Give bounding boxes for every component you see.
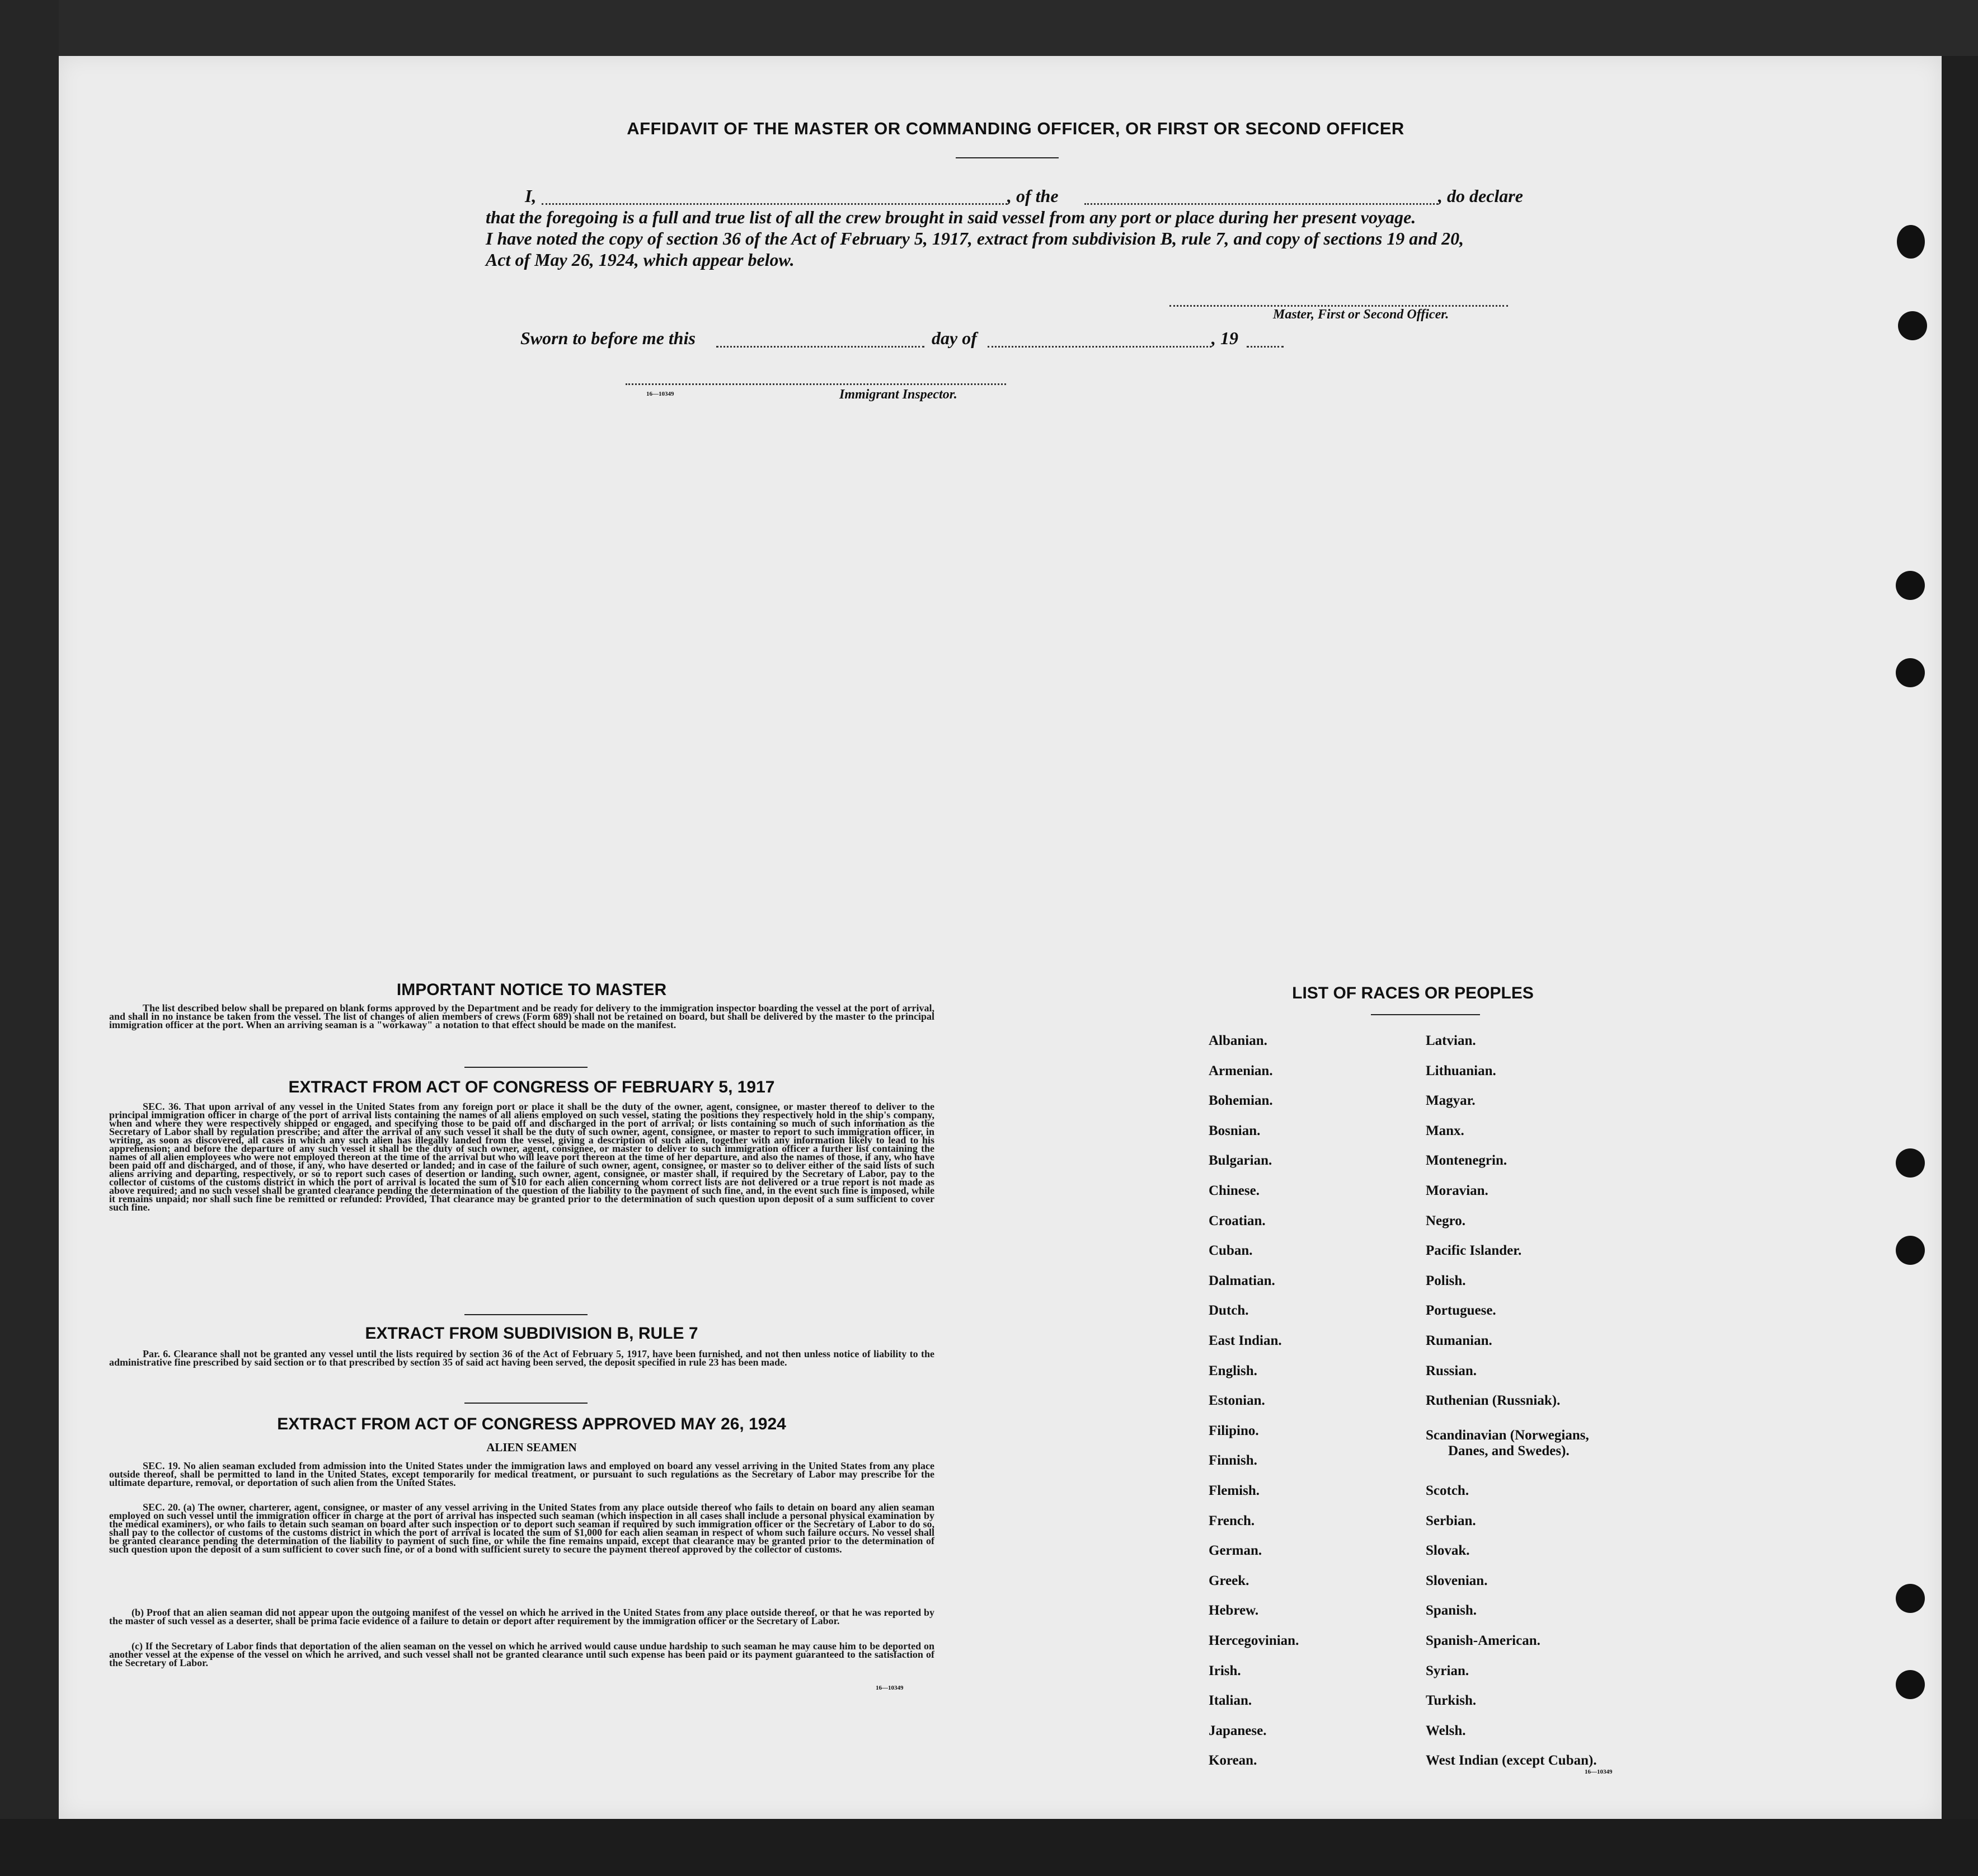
vessel-blank xyxy=(1084,203,1438,205)
sec20a-text: SEC. 20. (a) The owner, charterer, agent, consignee, or master of any vessel arriving in the United States from any place outside thereof who fails to detain on board any alien seaman employed on such vessel until the immigration officer in charge at the port of arrival has inspected such seaman (which inspection in all cases shall include a personal physical examination by the medical examiners), or who fails to detain such seaman on board after such inspection or to deport such seaman if required by such immigration officer or the Secretary of Labor to do so, shall pay to the collector of customs of the customs district in which the port of arrival is located the sum of $1,000 for each alien seaman in respect of whom such failure occurs. No vessel shall be granted clearance pending the determination of the liability to payment of such fine, or while the fine remains unpaid, except that clearance may be granted prior to the determination of such question upon the deposit of a sum sufficient to cover such fine, or of a bond with sufficient surety to secure the payment thereof approved by the collector of customs. xyxy=(109,1502,934,1555)
sec19-text: SEC. 19. No alien seaman excluded from admission into the United States under the immigration laws and employed on board any vessel arriving in the United States from any place outside thereof, shall be permitted to land in the United States, except temporarily for medical treatment, or pursuant to such regulations as the Secretary of Labor may prescribe for the ultimate departure, removal, or deportation of such alien from the United States. xyxy=(109,1460,934,1488)
races-title: LIST OF RACES OR PEOPLES xyxy=(1292,984,1534,1002)
sworn-month-blank xyxy=(988,346,1211,348)
race-item: Hebrew. xyxy=(1209,1603,1259,1618)
rule7-text: Par. 6. Clearance shall not be granted any vessel until the lists required by section 36 of the Act of February 5, 1917, have been furnished, and not then unless notice of liability to the administrative fine prescribed by said section or to that prescribed by section 35 of said act having been served, the deposit specified in rule 23 has been made. xyxy=(109,1348,934,1368)
sworn-year-blank xyxy=(1247,346,1284,348)
race-item: Finnish. xyxy=(1209,1453,1257,1468)
punch-hole xyxy=(1896,571,1925,600)
punch-hole xyxy=(1896,658,1925,687)
race-item: Danes, and Swedes). xyxy=(1448,1443,1570,1458)
race-item: Armenian. xyxy=(1209,1063,1273,1078)
race-item: German. xyxy=(1209,1543,1262,1558)
race-item: English. xyxy=(1209,1363,1257,1378)
extract-1917-text: SEC. 36. That upon arrival of any vessel in the United States from any foreign port or place it shall be the duty of the owner, agent, consignee, or master thereof to deliver to the principal immigration officer in charge of the port of arrival lists containing the names of all aliens employed on such vessel, stating the positions they respectively hold in the ship's company, when and where they were respectively shipped or engaged, and specifying those to be paid off and discharged in the port of arrival; or lists containing so much of such information as the Secretary of Labor shall by regulation prescribe; and after the arrival of any such vessel it shall be the duty of such owner, agent, consignee, or master to report to such immigration officer, in writing, as soon as discovered, all cases in which any such alien has illegally landed from the vessel, giving a description of such alien, together with any information likely to lead to his apprehension; and before the departure of any such vessel it shall be the duty of such owner, agent, consignee, or master to deliver to such immigration officer a further list containing the names of all alien employees who were not employed thereon at the time of the arrival but who will leave port thereon at the time of her departure, and also the names of those, if any, who have been paid off and discharged, and of those, if any, who have deserted or landed; and in case of the failure of such owner, agent, consignee, or master so to deliver either of the said lists of such aliens arriving and departing, respectively, or so to report such cases of desertion or landing, such owner, agent, consignee, or master shall, if required by the Secretary of Labor, pay to the collector of customs of the customs district in which the port of arrival is located the sum of $10 for each alien concerning whom correct lists are not delivered or a true report is not made as above required; and no such vessel shall be granted clearance pending the determination of the question of the liability to the payment of such fine, and, in the event such fine is imposed, while it remains unpaid; nor shall such fine be remitted or refunded: Provided, That clearance may be granted prior to the determination of such question upon deposit of a sum sufficient to cover such fine. xyxy=(109,1101,934,1213)
declaration-line3: I have noted the copy of section 36 of the Act of February 5, 1917, extract from subdivision B, rule 7, and copy of sections 19 and 20, xyxy=(486,228,1464,248)
race-item: Magyar. xyxy=(1426,1093,1476,1108)
race-item: Latvian. xyxy=(1426,1033,1476,1048)
race-item: Italian. xyxy=(1209,1693,1252,1708)
race-item: Scotch. xyxy=(1426,1483,1469,1498)
punch-hole xyxy=(1897,225,1925,259)
scan-border-top xyxy=(0,0,1978,56)
form-number: 16—10349 xyxy=(1585,1769,1613,1775)
divider xyxy=(956,157,1059,158)
race-item: Slovenian. xyxy=(1426,1573,1488,1588)
sworn-prefix: Sworn to before me this xyxy=(520,328,696,348)
race-item: Dalmatian. xyxy=(1209,1273,1275,1288)
race-item: Greek. xyxy=(1209,1573,1249,1588)
race-item: Irish. xyxy=(1209,1663,1241,1678)
race-item: Slovak. xyxy=(1426,1543,1470,1558)
race-item: Korean. xyxy=(1209,1753,1257,1768)
punch-hole xyxy=(1896,1236,1925,1265)
race-item: Welsh. xyxy=(1426,1723,1466,1738)
declaration-i: I, xyxy=(525,186,537,206)
race-item: Albanian. xyxy=(1209,1033,1267,1048)
punch-hole xyxy=(1896,1670,1925,1699)
race-item: Polish. xyxy=(1426,1273,1466,1288)
race-item: Lithuanian. xyxy=(1426,1063,1496,1078)
race-item: Scandinavian (Norwegians, xyxy=(1426,1428,1589,1443)
race-item: Montenegrin. xyxy=(1426,1153,1507,1168)
divider xyxy=(464,1314,588,1315)
race-item: Turkish. xyxy=(1426,1693,1477,1708)
race-item: Filipino. xyxy=(1209,1423,1259,1438)
race-item: Spanish-American. xyxy=(1426,1633,1540,1648)
declaration-line2: that the foregoing is a full and true list of all the crew brought in said vessel from any port or place during her present voyage. xyxy=(486,207,1416,227)
race-item: Portuguese. xyxy=(1426,1303,1496,1318)
inspector-label: Immigrant Inspector. xyxy=(839,387,957,402)
punch-hole xyxy=(1898,311,1927,340)
race-item: Estonian. xyxy=(1209,1393,1265,1408)
race-item: Syrian. xyxy=(1426,1663,1469,1678)
race-item: Bosnian. xyxy=(1209,1123,1261,1138)
race-item: Dutch. xyxy=(1209,1303,1249,1318)
divider xyxy=(1371,1014,1480,1015)
declaration-of-the: , of the xyxy=(1007,186,1059,206)
punch-hole xyxy=(1896,1584,1925,1613)
race-item: Cuban. xyxy=(1209,1243,1253,1258)
sec20c-text: (c) If the Secretary of Labor finds that deportation of the alien seaman on the vessel on which he arrived would cause undue hardship to such seaman he may cause him to be deported on another vessel at the expense of the vessel on which he arrived, and such vessel shall not be granted clearance until such expense has been paid or its payment guaranteed to the satisfaction of the Secretary of Labor. xyxy=(109,1640,934,1668)
declaration-do-declare: , do declare xyxy=(1438,186,1523,206)
race-item: Rumanian. xyxy=(1426,1333,1492,1348)
divider xyxy=(464,1403,588,1404)
race-item: French. xyxy=(1209,1513,1255,1528)
form-number: 16—10349 xyxy=(876,1685,904,1691)
sworn-year: , 19 xyxy=(1211,328,1238,348)
name-blank xyxy=(542,203,1007,205)
race-item: Spanish. xyxy=(1426,1603,1477,1618)
signature-label: Master, First or Second Officer. xyxy=(1273,307,1449,322)
extract-1924-title: EXTRACT FROM ACT OF CONGRESS APPROVED MAY 26, 1924 xyxy=(277,1415,786,1433)
scan-border-left xyxy=(0,0,59,1876)
race-item: Hercegovinian. xyxy=(1209,1633,1299,1648)
notice-title: IMPORTANT NOTICE TO MASTER xyxy=(396,981,667,999)
race-item: Bulgarian. xyxy=(1209,1153,1272,1168)
race-item: Manx. xyxy=(1426,1123,1464,1138)
affidavit-title: AFFIDAVIT OF THE MASTER OR COMMANDING OFFICER, OR FIRST OR SECOND OFFICER xyxy=(627,119,1404,138)
race-item: Ruthenian (Russniak). xyxy=(1426,1393,1561,1408)
race-item: Flemish. xyxy=(1209,1483,1260,1498)
extract-1917-title: EXTRACT FROM ACT OF CONGRESS OF FEBRUARY 5, 1917 xyxy=(288,1078,775,1096)
inspector-signature-blank xyxy=(626,383,1006,385)
extract-1924-subtitle: ALIEN SEAMEN xyxy=(486,1441,577,1454)
form-number: 16—10349 xyxy=(646,391,674,397)
race-item: Pacific Islander. xyxy=(1426,1243,1522,1258)
sworn-day-blank xyxy=(716,346,924,348)
race-item: Serbian. xyxy=(1426,1513,1476,1528)
signature-blank xyxy=(1169,305,1508,307)
race-item: Croatian. xyxy=(1209,1213,1266,1228)
race-item: Russian. xyxy=(1426,1363,1477,1378)
notice-text: The list described below shall be prepared on blank forms approved by the Department and be ready for delivery to the immigration inspector boarding the vessel at the port of arrival, and shall in no instance be taken from the vessel. The list of changes of alien members of crews (Form 689) shall not be retained on board, but shall be delivered by the master to the principal immigration officer at the port. When an arriving seaman is a "workaway" a notation to that effect should be made on the manifest. xyxy=(109,1002,934,1030)
race-item: Moravian. xyxy=(1426,1183,1488,1198)
race-item: Chinese. xyxy=(1209,1183,1260,1198)
race-item: East Indian. xyxy=(1209,1333,1282,1348)
scan-border-bottom xyxy=(0,1819,1978,1876)
race-item: West Indian (except Cuban). xyxy=(1426,1753,1597,1768)
race-item: Japanese. xyxy=(1209,1723,1267,1738)
divider xyxy=(464,1067,588,1068)
rule7-title: EXTRACT FROM SUBDIVISION B, RULE 7 xyxy=(365,1324,698,1343)
sworn-day-of: day of xyxy=(932,328,977,348)
race-item: Bohemian. xyxy=(1209,1093,1273,1108)
punch-hole xyxy=(1896,1148,1925,1178)
race-item: Negro. xyxy=(1426,1213,1466,1228)
sec20b-text: (b) Proof that an alien seaman did not appear upon the outgoing manifest of the vessel on which he arrived in the United States from any place outside thereof, or that he was reported by the master of such vessel as a deserter, shall be prima facie evidence of a failure to detain or deport after requirement by the immigration officer or the Secretary of Labor. xyxy=(109,1607,934,1626)
declaration-line4: Act of May 26, 1924, which appear below. xyxy=(486,250,795,270)
